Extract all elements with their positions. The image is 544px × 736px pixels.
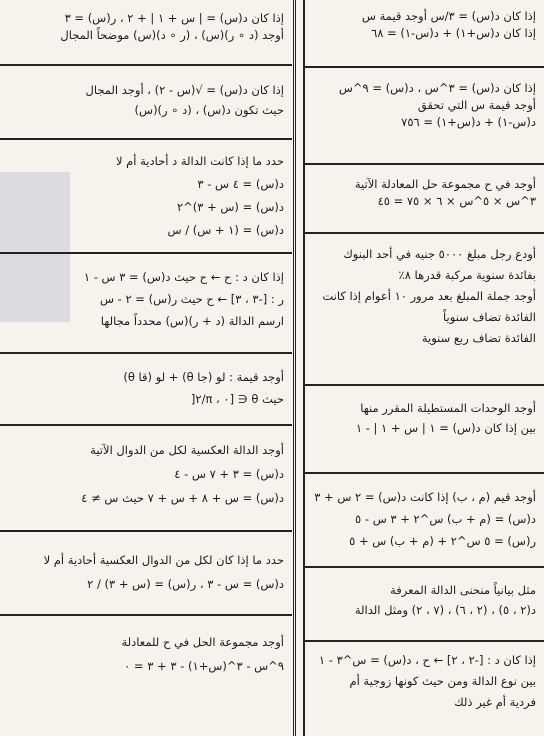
question-line: إذا كان د : ح ← ح حيث د(س) = ٣ س - ١ bbox=[83, 270, 284, 284]
column-divider-inner bbox=[303, 0, 305, 736]
question-line: د(س) = (س + ٣)^٢ bbox=[176, 200, 284, 214]
row-rule bbox=[0, 252, 292, 254]
question-line: فردية أم غير ذلك bbox=[454, 695, 536, 709]
question-line: إذا كان د : [-٢ ، ٢] ← ح ، د(س) = س^٣ - ١ bbox=[318, 653, 536, 667]
question-line: بين نوع الدالة ومن حيث كونها زوجية أم bbox=[349, 674, 536, 688]
question-line: الفائدة تضاف ربع سنوية bbox=[421, 331, 536, 345]
question-cell bbox=[0, 356, 292, 422]
question-line: د(س) = ٤ س - ٣ bbox=[197, 177, 284, 191]
question-line: ٩^س - ٣^(س+١) - ٣ + ٣ = ٠ bbox=[124, 659, 284, 673]
row-rule bbox=[305, 566, 544, 568]
question-cell bbox=[0, 68, 292, 136]
column-divider bbox=[293, 0, 296, 736]
question-line: إذا كان د(س) = √(س - ٢) ، أوجد المجال bbox=[85, 83, 284, 97]
question-cell bbox=[0, 142, 292, 250]
question-line: بفائدة سنوية مركبة قدرها ٨٪ bbox=[398, 268, 536, 282]
question-line: ر : [-٣ ، ٣] ← ح حيث ر(س) = ٢ - س bbox=[99, 292, 284, 306]
question-line: أوجد جملة المبلغ بعد مرور ١٠ أعوام إذا كانت bbox=[322, 289, 536, 303]
question-cell bbox=[0, 428, 292, 528]
row-rule bbox=[0, 424, 292, 426]
row-rule bbox=[305, 472, 544, 474]
row-rule bbox=[305, 66, 544, 68]
row-rule bbox=[305, 640, 544, 642]
question-line: أوجد قيمة : لو (جا θ) + لو (قا θ) bbox=[123, 370, 284, 384]
question-line: حيث θ ∈ [٠ ، π/٢[ bbox=[190, 392, 284, 406]
question-line: ارسم الدالة (د + ر)(س) محدداً مجالها bbox=[100, 314, 284, 328]
row-rule bbox=[0, 64, 292, 66]
question-line: د(٢ ، ٥) ، (٢ ، ٦) ، (٧ ، ٢) ومثل الدالة bbox=[354, 603, 536, 617]
question-line: د(س-١) + د(س+١) = ٧٥٦ bbox=[401, 115, 536, 129]
question-line: أودع رجل مبلغ ٥٠٠٠ جنيه في أحد البنوك bbox=[343, 247, 536, 261]
question-line: أوجد مجموعة الحل في ح للمعادلة bbox=[121, 635, 284, 649]
question-line: أوجد قيمة س التي تحقق bbox=[417, 98, 536, 112]
question-line: د(س) = ٣ + ٧ س - ٤ bbox=[174, 467, 284, 481]
question-line: الفائدة تضاف سنوياً bbox=[443, 310, 536, 324]
question-line: أوجد في ح مجموعة حل المعادلة الآتية bbox=[354, 177, 536, 191]
question-cell bbox=[0, 534, 292, 612]
question-cell bbox=[306, 236, 544, 382]
question-line: أوجد (د ∘ ر)(س) ، (ر ∘ د)(س) موضحاً المجال bbox=[60, 28, 284, 42]
question-line: أوجد قيم (م ، ب) إذا كانت د(س) = ٢ س + ٣ bbox=[314, 490, 536, 504]
question-line: د(س) = (١ + س) / س bbox=[167, 223, 284, 237]
question-line: حدد ما إذا كانت الدالة د أحادية أم لا bbox=[115, 154, 284, 168]
row-rule bbox=[305, 232, 544, 234]
question-cell bbox=[306, 388, 544, 470]
question-line: د(س) = س - ٣ ، ر(س) = (س + ٣) / ٢ bbox=[87, 577, 284, 591]
question-line: إذا كان د(س) = ٣/س أوجد قيمة س bbox=[361, 9, 536, 23]
question-line: حدد ما إذا كان لكل من الدوال العكسية أحادية أم لا bbox=[43, 553, 284, 567]
question-line: حيث تكون د(س) ، (د ∘ ر)(س) bbox=[134, 103, 284, 117]
question-line: د(س) = س + ٨ + س + ٧ حيث س ≠ ٤ bbox=[81, 491, 284, 505]
question-cell bbox=[306, 2, 544, 64]
question-cell bbox=[0, 618, 292, 734]
question-cell bbox=[306, 476, 544, 564]
question-line: مثل بيانياً منحنى الدالة المعرفة bbox=[390, 583, 536, 597]
question-cell bbox=[306, 166, 544, 230]
question-cell bbox=[0, 2, 292, 62]
question-line: د(س) = (م + ب) س^٢ + ٣ س - ٥ bbox=[355, 512, 536, 526]
question-line: أوجد الوحدات المستطيلة المقرر منها bbox=[360, 401, 536, 415]
question-line: بين إذا كان د(س) = ١ | س + ١ | - ١ bbox=[355, 421, 536, 435]
question-line: أوجد الدالة العكسية لكل من الدوال الآتية bbox=[90, 443, 284, 457]
row-rule bbox=[305, 163, 544, 165]
question-line: إذا كان د(س) = | س + ١ | + ٢ ، ر(س) = ٣ bbox=[64, 11, 284, 25]
question-line: ٣^س × ٥^س × ٦ × ٧٥ = ٤٥ bbox=[377, 194, 536, 208]
row-rule bbox=[0, 614, 292, 616]
question-line: إذا كان د(س) = ٣^س ، د(س) = ٩^س bbox=[338, 81, 536, 95]
question-line: ر(س) = ٥ س^٢ + (م + ب) س + ٥ bbox=[349, 534, 536, 548]
question-cell bbox=[306, 70, 544, 162]
row-rule bbox=[0, 138, 292, 140]
question-line: إذا كان د(س+١) + د(س-١) = ٦٨ bbox=[371, 26, 536, 40]
row-rule bbox=[0, 352, 292, 354]
row-rule bbox=[305, 384, 544, 386]
question-cell bbox=[306, 570, 544, 638]
question-cell bbox=[306, 644, 544, 734]
question-cell bbox=[0, 256, 292, 350]
row-rule bbox=[0, 530, 292, 532]
